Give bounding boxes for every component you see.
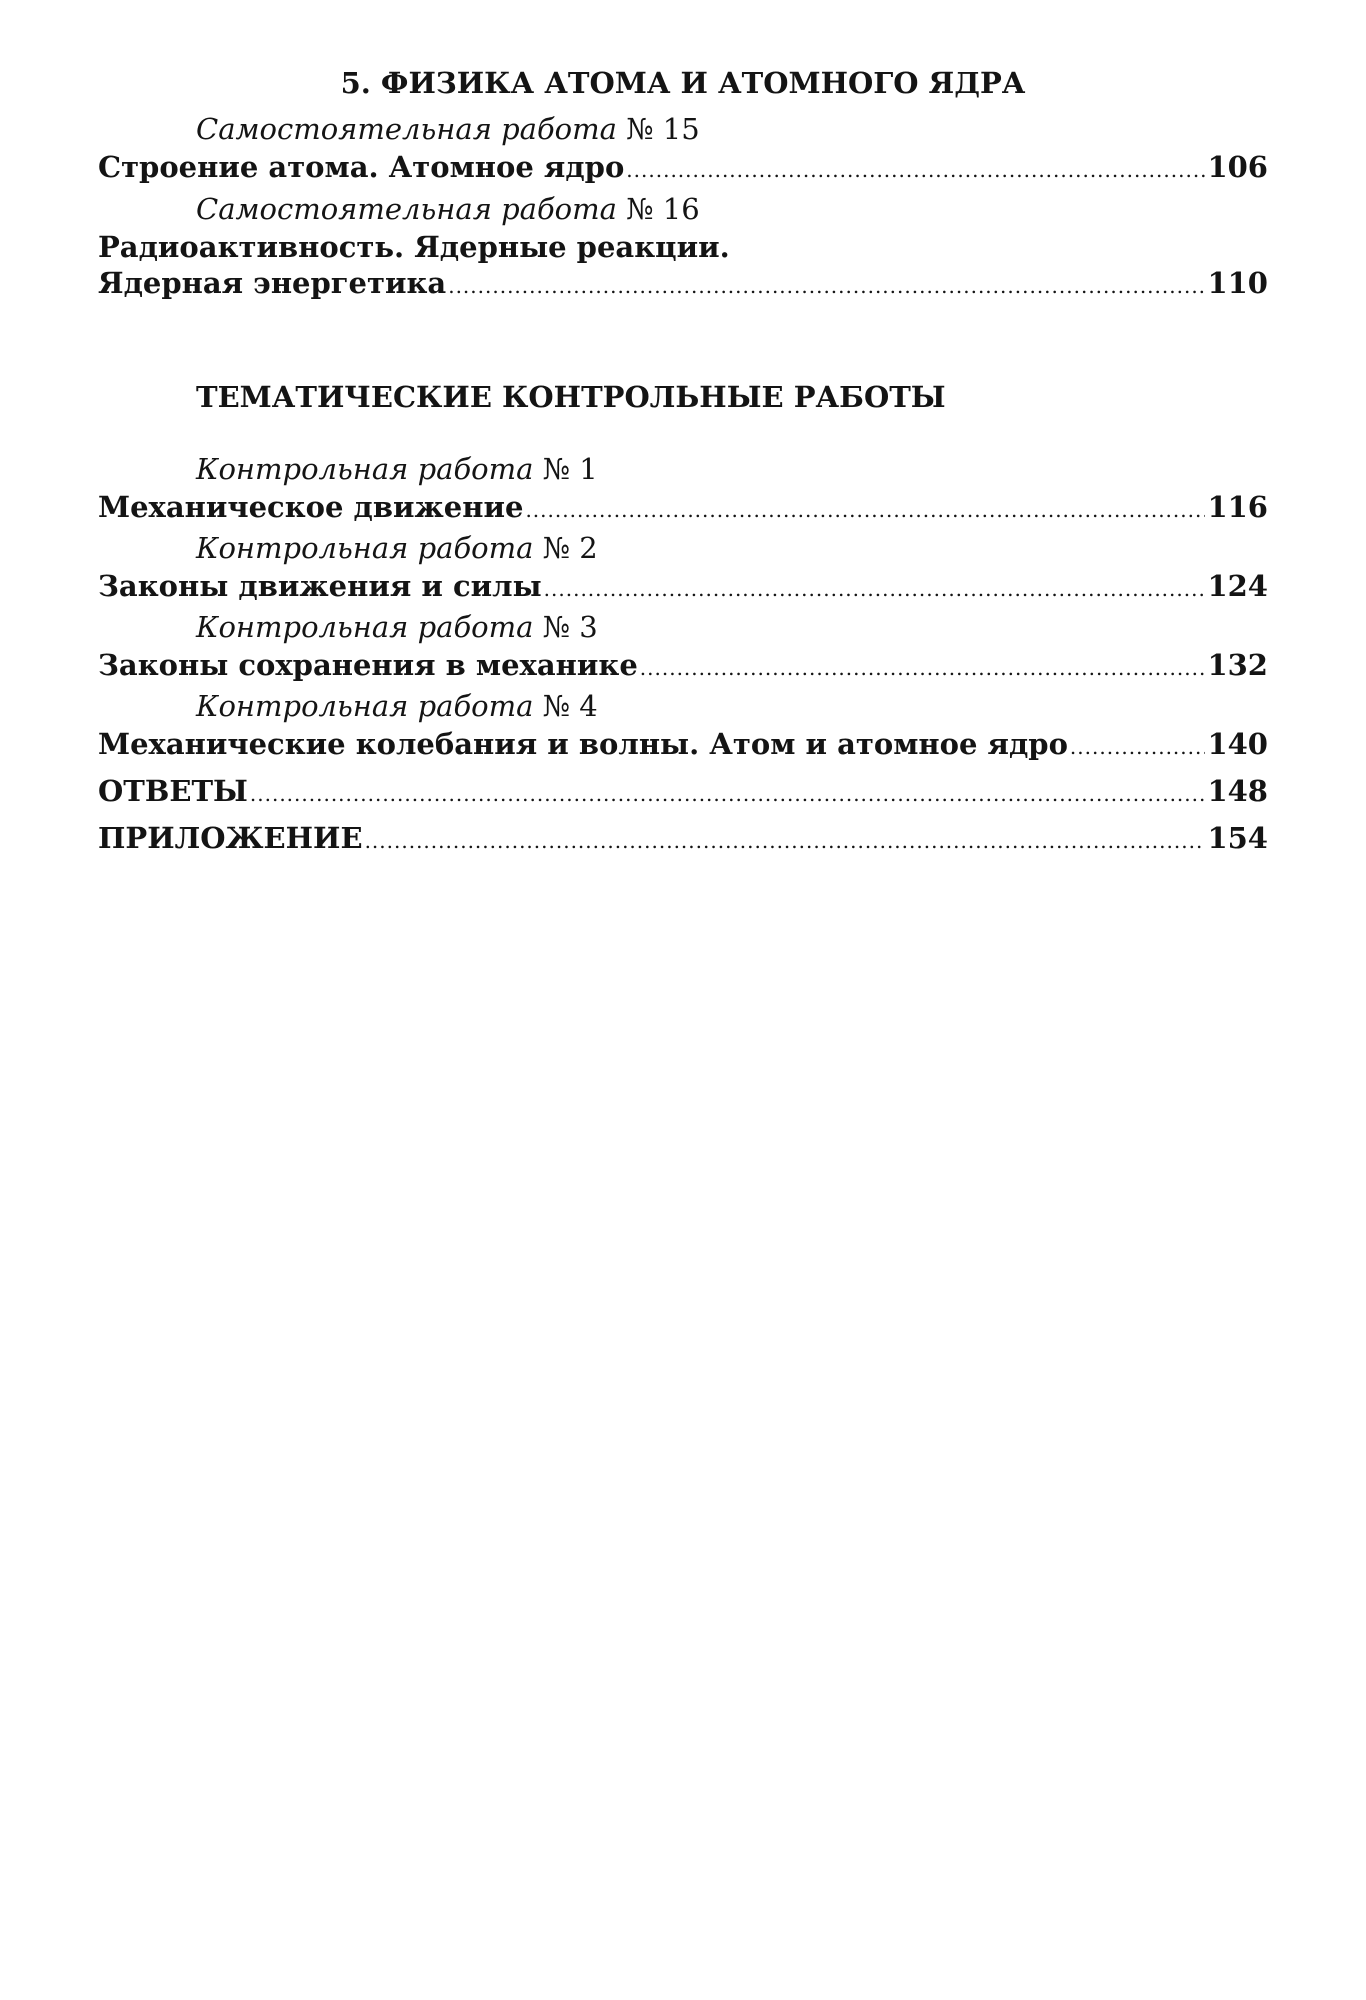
- toc-entry[interactable]: [98, 266, 1268, 300]
- dot-leader: [640, 656, 1206, 680]
- toc-page-number: 148: [1207, 774, 1268, 808]
- toc-page-number: 124: [1207, 569, 1268, 603]
- toc-entry[interactable]: [98, 727, 1268, 761]
- toc-entry-title: Ядерная энергетика: [98, 266, 447, 300]
- work-label: Контрольная работа: [196, 531, 534, 565]
- dot-leader: [544, 577, 1206, 601]
- toc-entry[interactable]: [98, 490, 1268, 524]
- toc-page-number: 116: [1207, 490, 1268, 524]
- toc-entry-title-line: Радиоактивность. Ядерные реакции.: [98, 230, 730, 264]
- work-number: № 3: [542, 610, 598, 644]
- toc-subheading: [196, 452, 598, 486]
- toc-subheading: [196, 610, 598, 644]
- toc-entry-title: Механическое движение: [98, 490, 524, 524]
- toc-entry-title: Механические колебания и волны. Атом и атомное ядро: [98, 727, 1068, 761]
- dot-leader: [1070, 735, 1206, 759]
- toc-entry-appendix[interactable]: [98, 821, 1268, 855]
- toc-entry-title: ПРИЛОЖЕНИЕ: [98, 821, 363, 855]
- toc-subheading: [196, 112, 700, 146]
- toc-entry-title: ОТВЕТЫ: [98, 774, 248, 808]
- toc-page-number: 132: [1207, 648, 1268, 682]
- toc-subheading: [196, 531, 598, 565]
- toc-entry-title: Строение атома. Атомное ядро: [98, 150, 625, 184]
- work-label: Контрольная работа: [196, 610, 534, 644]
- toc-entry-title: Законы сохранения в механике: [98, 648, 638, 682]
- toc-entry[interactable]: [98, 569, 1268, 603]
- section-heading: 5. ФИЗИКА АТОМА И АТОМНОГО ЯДРА: [340, 66, 1026, 100]
- toc-subheading: [196, 192, 700, 226]
- work-number: № 1: [542, 452, 598, 486]
- toc-entry[interactable]: [98, 648, 1268, 682]
- toc-page-number: 110: [1207, 266, 1268, 300]
- work-number: № 15: [626, 112, 700, 146]
- toc-entry-answers[interactable]: [98, 774, 1268, 808]
- toc-page-number: 106: [1207, 150, 1268, 184]
- work-number: № 4: [542, 689, 598, 723]
- work-number: № 2: [542, 531, 598, 565]
- dot-leader: [525, 498, 1205, 522]
- work-number: № 16: [626, 192, 700, 226]
- toc-page-number: 154: [1207, 821, 1268, 855]
- toc-subheading: [196, 689, 598, 723]
- dot-leader: [448, 274, 1205, 298]
- section-heading: ТЕМАТИЧЕСКИЕ КОНТРОЛЬНЫЕ РАБОТЫ: [196, 380, 946, 414]
- work-label: Самостоятельная работа: [196, 192, 617, 226]
- toc-entry[interactable]: [98, 150, 1268, 184]
- work-label: Контрольная работа: [196, 689, 534, 723]
- toc-page-number: 140: [1207, 727, 1268, 761]
- work-label: Самостоятельная работа: [196, 112, 617, 146]
- dot-leader: [250, 782, 1206, 806]
- dot-leader: [365, 829, 1206, 853]
- work-label: Контрольная работа: [196, 452, 534, 486]
- dot-leader: [626, 158, 1205, 182]
- toc-entry-title: Законы движения и силы: [98, 569, 542, 603]
